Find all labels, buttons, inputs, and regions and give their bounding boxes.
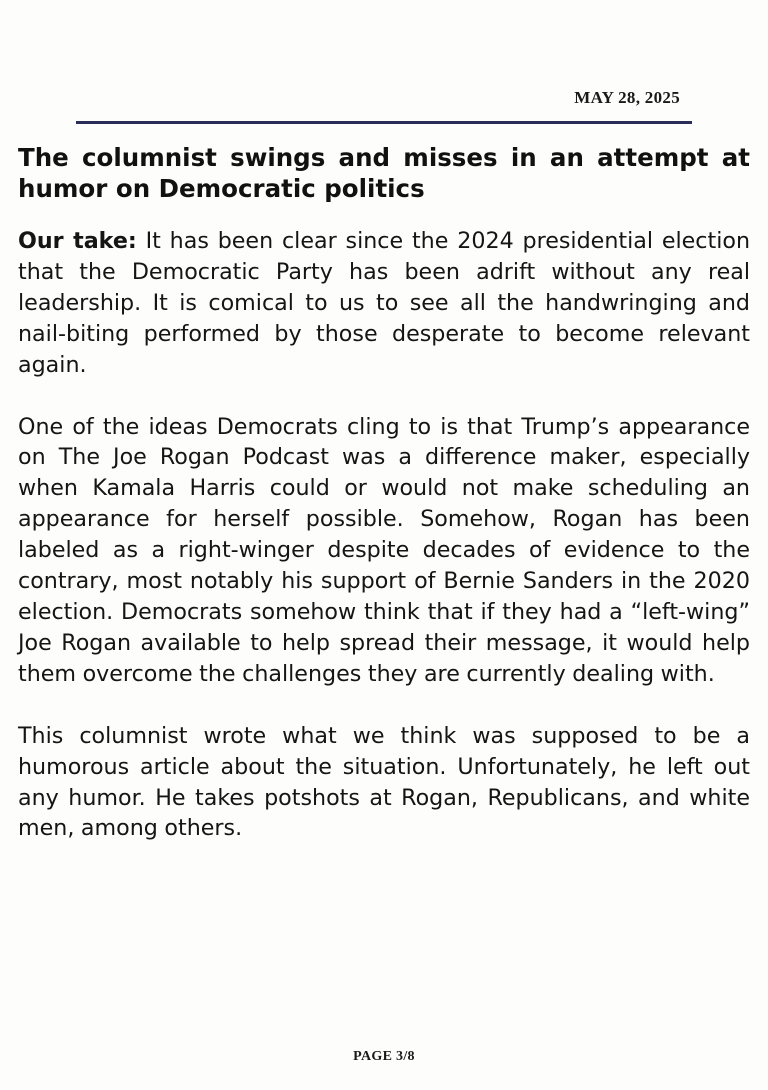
- publication-date: MAY 28, 2025: [574, 88, 680, 107]
- paragraph-our-take: [18, 226, 750, 381]
- page-number: PAGE 3/8: [353, 1049, 415, 1064]
- header-divider: [76, 121, 692, 124]
- article-headline: The columnist swings and misses in an attempt at humor on Democratic politics: [18, 143, 750, 203]
- our-take-label: Our take:: [18, 228, 137, 254]
- paragraph-columnist: This columnist wrote what we think was supposed to be a humorous article about the situation. Unfortunately, he left out any humor. He takes potshots at Rogan, Republicans, and white men, among others.: [18, 722, 750, 842]
- paragraph-rogan: One of the ideas Democrats cling to is that Trump’s appearance on The Joe Rogan Podcast was a difference maker, especially when Kamala Harris could or would not make scheduling an appearance for herself possible. Somehow, Rogan has been labeled as a right-winger despite decades of evidence to the contrary, most notably his support of Bernie Sanders in the 2020 election. Democrats somehow think that if they had a “left-wing” Joe Rogan available to help spread their message, it would help them overcome the challenges they are currently dealing with.: [18, 413, 750, 687]
- paragraph-text: It has been clear since the 2024 presidential election that the Democratic Party has been adrift without any real leadership. It is comical to us to see all the handwringing and nail-biting performed by those desperate to become relevant again.: [18, 228, 751, 378]
- article-body: [18, 226, 750, 875]
